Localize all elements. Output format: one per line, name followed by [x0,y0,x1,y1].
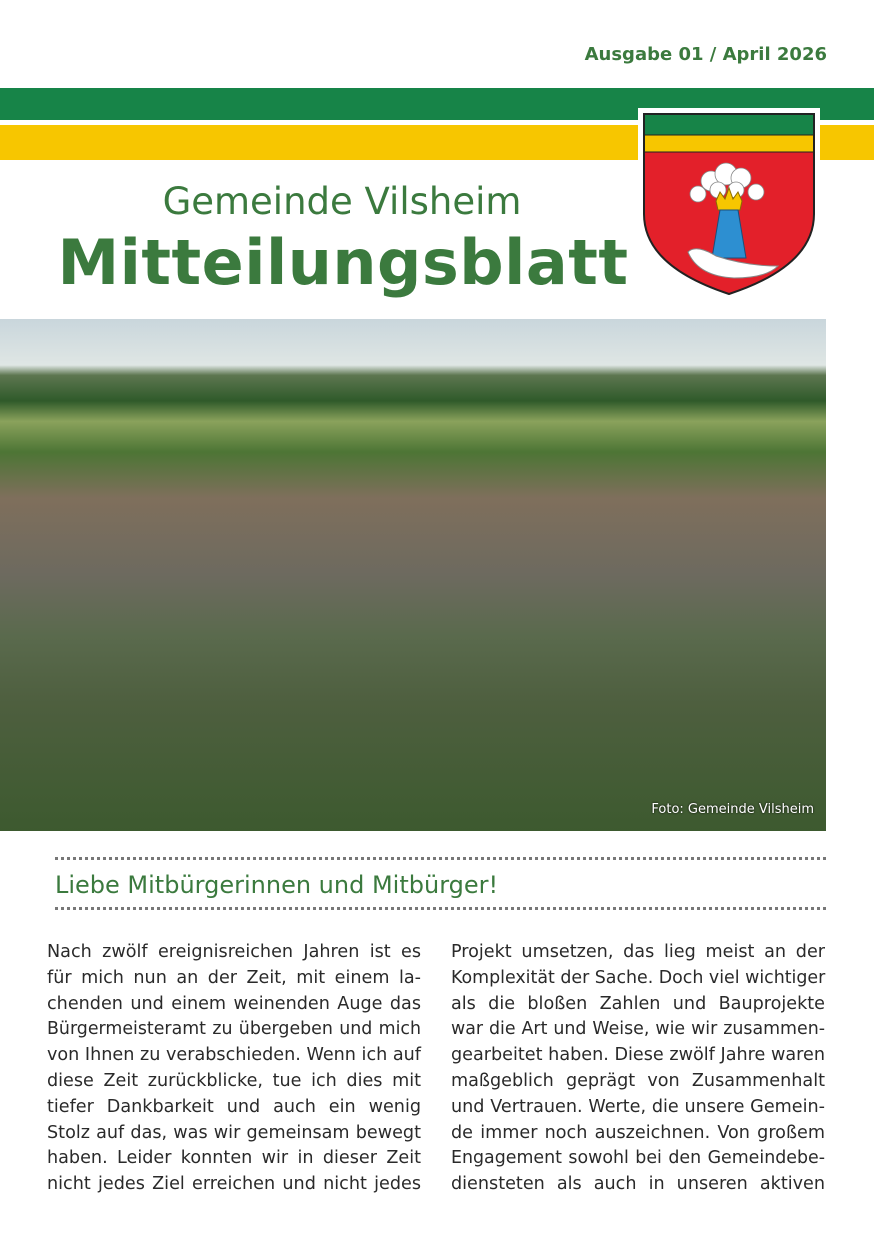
text-line: Engagement sowohl bei den Gemeindebe- [451,1148,825,1169]
text-line: diese Zeit zurückblicke, tue ich dies mit [47,1070,421,1091]
masthead-title: Mitteilungsblatt [57,226,629,299]
text-line: chenden und einem weinenden Auge das [47,993,421,1014]
text-line: Stolz auf das, was wir gemeinsam bewegt [47,1122,421,1143]
text-line: Bürgermeisteramt zu übergeben und mich [47,1019,421,1040]
text-line: haben. Leider konnten wir in dieser Zeit [47,1148,421,1169]
text-line: maßgeblich geprägt von Zusammenhalt [451,1070,825,1091]
article-heading: Liebe Mitbürgerinnen und Mitbürger! [55,871,499,899]
text-line: war die Art und Weise, wie wir zusammen- [451,1019,825,1040]
issue-date: Ausgabe 01 / April 2026 [584,44,827,65]
text-line: Projekt umsetzen, das lieg meist an der [451,942,825,962]
text-line: Komplexität der Sache. Doch viel wichtiger [451,967,826,988]
text-line: als die bloßen Zahlen und Bauprojekte [451,993,825,1014]
masthead-subtitle: Gemeinde Vilsheim [162,180,522,223]
text-line: nicht jedes Ziel erreichen und nicht jedes [47,1174,421,1195]
article-column-1 [47,940,421,1198]
text-line: für mich nun an der Zeit, mit einem la- [47,967,421,988]
text-line: gearbeitet haben. Diese zwölf Jahre waren [451,1045,825,1066]
article-column-2 [451,940,825,1198]
text-line: tiefer Dankbarkeit und auch ein wenig [47,1096,421,1117]
text-line: Nach zwölf ereignisreichen Jahren ist es [47,942,421,962]
coat-of-arms-icon [636,106,822,302]
divider-bottom [55,907,826,910]
text-line: diensteten als auch in unseren aktiven [451,1174,825,1195]
text-line: von Ihnen zu verabschieden. Wenn ich auf [47,1045,421,1066]
photo-credit: Foto: Gemeinde Vilsheim [651,802,814,817]
text-line: de immer noch auszeichnen. Von großem [451,1122,825,1143]
divider-top [55,857,826,860]
aerial-village-photo [0,319,826,831]
text-line: und Vertrauen. Werte, die unsere Gemein- [451,1096,825,1117]
